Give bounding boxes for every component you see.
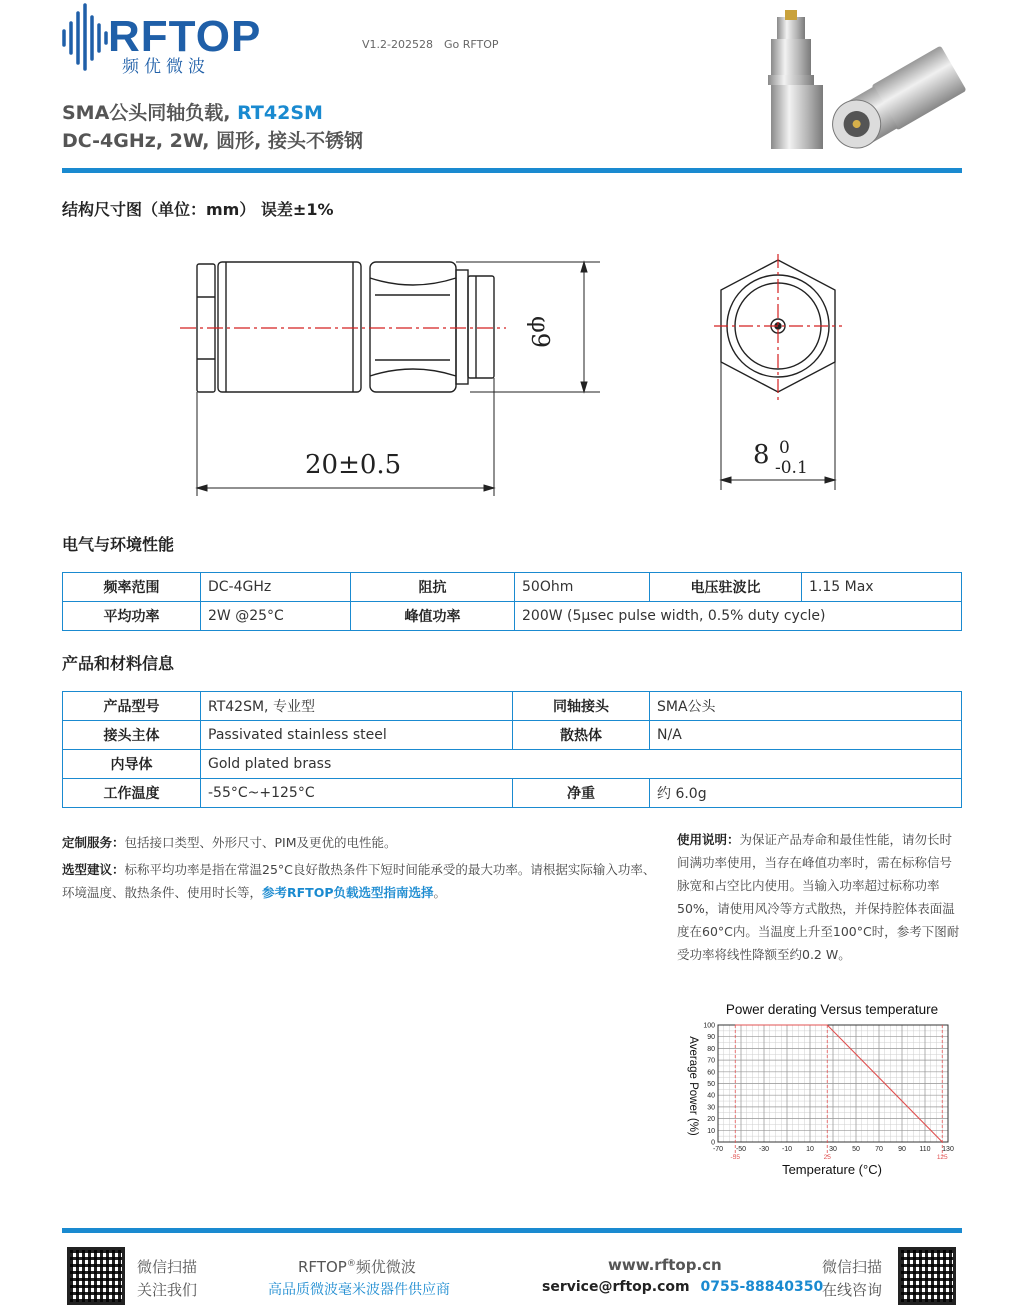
qr-code-follow[interactable]	[67, 1247, 125, 1305]
chart-x-tick-label: 70	[875, 1146, 883, 1153]
product-photo	[755, 5, 970, 160]
chart-y-tick-label: 40	[707, 1092, 715, 1100]
custom-text: 包括接口类型、外形尺寸、PIM及更优的电性能。	[124, 835, 397, 850]
custom-service-note	[62, 831, 657, 854]
material-heading: 产品和材料信息	[62, 654, 175, 673]
chart-x-tick-label: -70	[712, 1146, 724, 1153]
table-cell: -55°C~+125°C	[201, 779, 513, 808]
chart-y-tick-label: 60	[707, 1069, 715, 1077]
dim-hex-value: 8	[753, 440, 770, 470]
derating-chart	[672, 994, 964, 1180]
table-cell-key: 频率范围	[63, 573, 201, 602]
product-subtitle: DC-4GHz, 2W, 圆形, 接头不锈钢	[62, 130, 363, 152]
select-text: 标称平均功率是指在常温25°C良好散热条件下短时间能承受的最大功率。请根据实际输入功率、环境温度、散热条件、使用时长等，	[62, 862, 656, 900]
chart-x-tick-label: 130	[942, 1146, 954, 1153]
logo-text: RFTOP	[108, 12, 262, 61]
wechat-follow-label-1: 微信扫描	[137, 1258, 198, 1276]
select-end: 。	[433, 885, 447, 900]
footer-email[interactable]: service@rftop.com	[542, 1279, 690, 1295]
dim-hex-lower: -0.1	[775, 458, 808, 478]
chart-marker-label: -55	[730, 1154, 740, 1161]
usage-label: 使用说明：	[677, 832, 740, 847]
footer-divider	[62, 1228, 962, 1233]
usage-text: 为保证产品寿命和最佳性能，请勿长时间满功率使用，当存在峰值功率时，需在标称信号脉宽和占空比内使用。当输入功率超过标称功率50%，请使用风冷等方式散热，并保持腔体表面温度在60°C内。当温度上升至100°C时，参考下图耐受功率将线性降额至约0.2 W。	[677, 832, 960, 962]
chart-y-tick-label: 30	[707, 1104, 715, 1112]
chart-ylabel: Average Power (%)	[687, 1036, 699, 1136]
chart-x-tick-label: -30	[758, 1146, 770, 1153]
chart-x-tick-label: -10	[781, 1146, 793, 1153]
wechat-follow-label-2: 关注我们	[137, 1281, 198, 1299]
chart-y-tick-label: 50	[707, 1081, 715, 1088]
electrical-table	[62, 572, 962, 631]
table-row	[63, 721, 962, 750]
logo-wave-icon	[62, 3, 108, 71]
dim-length-label: 20±0.5	[305, 450, 402, 480]
table-cell-key: 净重	[513, 779, 650, 808]
version-label: V1.2-202528	[362, 38, 433, 51]
table-cell: Passivated stainless steel	[201, 721, 513, 750]
wechat-consult-label-1: 微信扫描	[822, 1258, 883, 1276]
table-cell-key: 电压驻波比	[650, 573, 802, 602]
chart-y-tick-label: 100	[703, 1022, 715, 1030]
footer-website[interactable]: www.rftop.cn	[608, 1256, 722, 1274]
footer-phone: 0755-88840350	[700, 1279, 824, 1295]
table-row	[63, 573, 962, 602]
wechat-consult-label-2: 在线咨询	[822, 1281, 883, 1299]
table-cell: SMA公头	[650, 692, 962, 721]
table-cell-key: 平均功率	[63, 602, 201, 631]
header-divider	[62, 168, 962, 173]
table-row	[63, 779, 962, 808]
table-cell-key: 产品型号	[63, 692, 201, 721]
chart-xlabel: Temperature (°C)	[782, 1162, 882, 1177]
chart-x-tick-label: 30	[829, 1146, 837, 1153]
logo	[62, 0, 272, 75]
table-cell-key: 散热体	[513, 721, 650, 750]
logo-subtitle: 频优微波	[122, 57, 210, 77]
chart-title: Power derating Versus temperature	[725, 1002, 939, 1017]
chart-x-tick-label: 90	[898, 1146, 906, 1153]
chart-x-tick-label: 10	[806, 1146, 814, 1153]
table-cell: 200W (5µsec pulse width, 0.5% duty cycle)	[515, 602, 962, 631]
material-table	[62, 691, 962, 808]
chart-marker-label: 25	[823, 1154, 831, 1161]
dim-diameter-label: φ9	[526, 316, 554, 349]
selection-guide-link[interactable]: 参考RFTOP负载选型指南选择	[262, 885, 434, 900]
table-cell: 1.15 Max	[802, 573, 962, 602]
dim-hex-upper: 0	[779, 438, 790, 458]
chart-y-tick-label: 20	[707, 1116, 715, 1124]
part-number: RT42SM	[237, 102, 323, 124]
table-cell: RT42SM, 专业型	[201, 692, 513, 721]
table-cell: Gold plated brass	[201, 750, 962, 779]
title-prefix: SMA公头同轴负载,	[62, 102, 231, 124]
selection-note	[62, 858, 657, 904]
table-cell-key: 接头主体	[63, 721, 201, 750]
chart-x-tick-label: -50	[735, 1146, 747, 1153]
table-row	[63, 750, 962, 779]
table-row	[63, 602, 962, 631]
electrical-heading: 电气与环境性能	[62, 535, 175, 554]
chart-x-tick-label: 50	[852, 1146, 860, 1153]
table-cell: 2W @25°C	[201, 602, 351, 631]
brand-registered-mark: ®	[346, 1259, 356, 1269]
table-cell-key: 峰值功率	[351, 602, 515, 631]
table-cell-key: 内导体	[63, 750, 201, 779]
table-cell: DC-4GHz	[201, 573, 351, 602]
chart-y-tick-label: 90	[707, 1034, 715, 1042]
go-rftop-link[interactable]: Go RFTOP	[444, 38, 499, 51]
table-cell-key: 工作温度	[63, 779, 201, 808]
footer-slogan: 高品质微波毫米波器件供应商	[268, 1282, 450, 1298]
chart-y-tick-label: 10	[707, 1127, 715, 1135]
chart-y-tick-label: 70	[707, 1057, 715, 1065]
custom-label: 定制服务：	[62, 835, 125, 850]
table-cell: N/A	[650, 721, 962, 750]
select-label: 选型建议：	[62, 862, 125, 877]
table-cell: 50Ohm	[515, 573, 650, 602]
dim-hex-label	[753, 438, 808, 478]
table-cell: 约 6.0g	[650, 779, 962, 808]
footer-brand	[298, 1256, 416, 1277]
qr-code-consult[interactable]	[898, 1247, 956, 1305]
table-row	[63, 692, 962, 721]
chart-marker-label: 125	[936, 1154, 948, 1161]
chart-y-tick-label: 0	[711, 1139, 715, 1147]
footer-contact	[542, 1279, 823, 1295]
chart-y-tick-label: 80	[707, 1045, 715, 1053]
product-title	[62, 98, 323, 125]
brand-cn: 频优微波	[355, 1258, 416, 1276]
usage-note	[677, 828, 962, 966]
chart-x-tick-label: 110	[919, 1146, 931, 1153]
brand-name: RFTOP	[298, 1258, 347, 1276]
drawing-heading: 结构尺寸图（单位：mm） 误差±1%	[62, 200, 334, 219]
table-cell-key: 同轴接头	[513, 692, 650, 721]
table-cell-key: 阻抗	[351, 573, 515, 602]
